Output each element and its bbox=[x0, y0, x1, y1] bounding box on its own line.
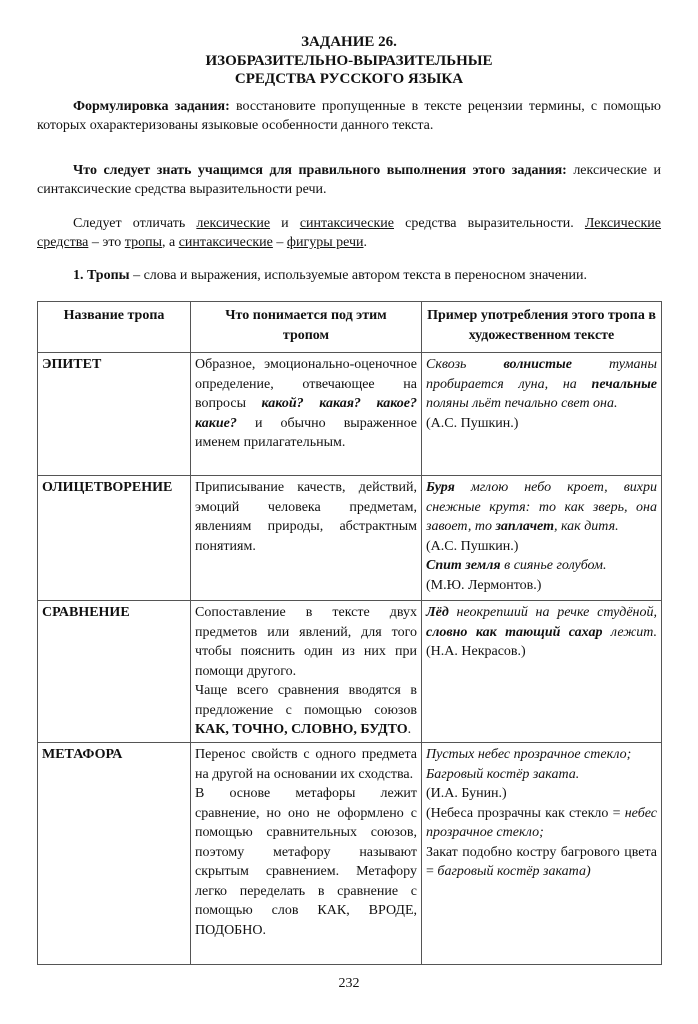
text: Сопоставление в тексте двух предметов или явлений, для того чтобы пояснить один из них при помощи другого. bbox=[195, 605, 417, 679]
text: – это bbox=[88, 235, 125, 250]
author: (А.С. Пушкин.) bbox=[426, 538, 519, 554]
trope-name: СРАВНЕНИЕ bbox=[38, 601, 191, 743]
underlined-term: тропы bbox=[124, 235, 162, 250]
title-line-3: СРЕДСТВА РУССКОГО ЯЗЫКА bbox=[234, 71, 464, 87]
bold-italic-text: печальные bbox=[591, 376, 657, 392]
trope-definition bbox=[191, 743, 422, 965]
underlined-term: фигуры речи bbox=[286, 235, 364, 250]
trope-name: МЕТАФОРА bbox=[38, 743, 191, 965]
text: . bbox=[407, 722, 412, 737]
italic-text: багровый костёр заката) bbox=[437, 864, 591, 879]
table-row bbox=[38, 476, 662, 601]
underlined-term: лексические bbox=[196, 216, 271, 231]
underlined-term: синтаксические bbox=[178, 235, 273, 250]
trope-name bbox=[38, 476, 191, 601]
bold-text: КАК, ТОЧНО, СЛОВНО, БУДТО bbox=[195, 722, 408, 737]
author: (И.А. Бунин.) bbox=[426, 786, 507, 801]
table-row bbox=[38, 743, 662, 965]
knowledge-label: Что следует знать учащимся для правильного выполнения этого задания: bbox=[73, 163, 567, 178]
trope-definition bbox=[191, 601, 422, 743]
knowledge-paragraph bbox=[37, 161, 661, 199]
text: Образное, эмоционально-оценочное определение, отвечающее на вопросы bbox=[195, 357, 417, 411]
author: (А.С. Пушкин.) bbox=[426, 415, 519, 431]
text: Приписывание качеств, действий, эмоций человека предметам, явлениям природы, абстрактным понятиям. bbox=[195, 480, 417, 554]
text: . bbox=[363, 235, 368, 250]
trope-example bbox=[422, 353, 662, 476]
trope-name: ЭПИТЕТ bbox=[38, 353, 191, 476]
header-example: Пример употребления этого тропа в художественном тексте bbox=[422, 302, 662, 353]
text: , а bbox=[161, 235, 179, 250]
underlined-term: Лексические средства bbox=[37, 216, 661, 250]
italic-text: в сиянье голубом. bbox=[500, 558, 607, 573]
italic-text: лежит. bbox=[602, 624, 658, 640]
section-label: 1. Тропы bbox=[73, 268, 130, 283]
bold-italic-text: Буря bbox=[426, 480, 455, 495]
bold-italic-text: словно как тающий сахар bbox=[426, 624, 603, 640]
task-formulation bbox=[37, 97, 661, 135]
text: В основе метафоры лежит сравнение, но оно не оформлено с помощью сравнительных союзов, поэтому метафору называют скрытым сравнением. Метафору легко переделать в сравнение с помощью слов КАК, ВРОДЕ, ПОДОБНО. bbox=[195, 786, 417, 938]
author: (М.Ю. Лермонтов.) bbox=[426, 577, 542, 593]
text: Следует отличать bbox=[73, 216, 197, 231]
tropes-table bbox=[37, 301, 662, 965]
distinguish-paragraph bbox=[37, 214, 661, 252]
bold-italic-text: заплачет bbox=[495, 519, 554, 534]
italic-text: неокрепший на речке студёной, bbox=[448, 605, 657, 620]
text: Перенос свойств с одного предмета на другой на основании их сходства. bbox=[195, 747, 417, 782]
table-header-row bbox=[38, 302, 662, 353]
knowledge-text: лексические и синтаксические средства выразительности речи. bbox=[37, 163, 661, 197]
table-row bbox=[38, 353, 662, 476]
table-row bbox=[38, 601, 662, 743]
text: – bbox=[272, 235, 287, 250]
trope-example bbox=[422, 601, 662, 743]
bold-italic-text: Лёд bbox=[426, 605, 449, 620]
header-meaning: Что понимается под этим тропом bbox=[191, 302, 422, 353]
italic-text: туманы пробирается луна, на bbox=[426, 357, 657, 392]
page-title bbox=[0, 33, 698, 89]
italic-text: поляны льёт печально свет она. bbox=[426, 396, 618, 411]
trope-example bbox=[422, 476, 662, 601]
page-number: 232 bbox=[338, 976, 360, 991]
trope-definition bbox=[191, 476, 422, 601]
section-text: – слова и выражения, используемые автором текста в переносном значении. bbox=[129, 268, 587, 283]
section-heading-tropes bbox=[37, 266, 661, 285]
italic-text: Пустых небес прозрачное стекло; bbox=[426, 747, 632, 762]
formulation-text: восстановите пропущенные в тексте рецензии термины, с помощью которых охарактеризованы языковые особенности данного текста. bbox=[37, 99, 661, 133]
title-line-1: ЗАДАНИЕ 26. bbox=[301, 34, 397, 50]
bold-italic-text: Спит земля bbox=[426, 558, 501, 573]
text: средства выразительности. bbox=[394, 216, 585, 231]
italic-text: Багровый костёр заката. bbox=[426, 766, 580, 782]
italic-text: , как дитя. bbox=[553, 519, 619, 534]
italic-text: мглою небо кроет, вихри снежные крутя: то как зверь, она завоет, то bbox=[426, 480, 657, 534]
text: и обычно выраженное именем прилагательным. bbox=[195, 415, 417, 450]
title-line-2: ИЗОБРАЗИТЕЛЬНО-ВЫРАЗИТЕЛЬНЫЕ bbox=[205, 52, 493, 69]
trope-example bbox=[422, 743, 662, 965]
bold-italic-text: какой? какая? какое? какие? bbox=[195, 396, 417, 431]
trope-name-text: ОЛИЦЕТВОРЕНИЕ bbox=[42, 480, 173, 495]
italic-text: Сквозь bbox=[426, 357, 504, 372]
text: Чаще всего сравнения вводятся в предложение с помощью союзов bbox=[195, 683, 417, 718]
text: Закат подобно костру багрового цвета = bbox=[426, 844, 657, 879]
formulation-label: Формулировка задания: bbox=[73, 99, 230, 114]
text: (Небеса прозрачны как стекло = bbox=[426, 805, 625, 821]
author: (Н.А. Некрасов.) bbox=[426, 644, 526, 659]
header-trope-name: Название тропа bbox=[38, 302, 191, 353]
text: и bbox=[270, 216, 300, 231]
underlined-term: синтаксические bbox=[299, 216, 394, 231]
trope-definition bbox=[191, 353, 422, 476]
italic-text: небес прозрачное стекло; bbox=[426, 805, 657, 840]
bold-italic-text: волнистые bbox=[503, 357, 572, 372]
